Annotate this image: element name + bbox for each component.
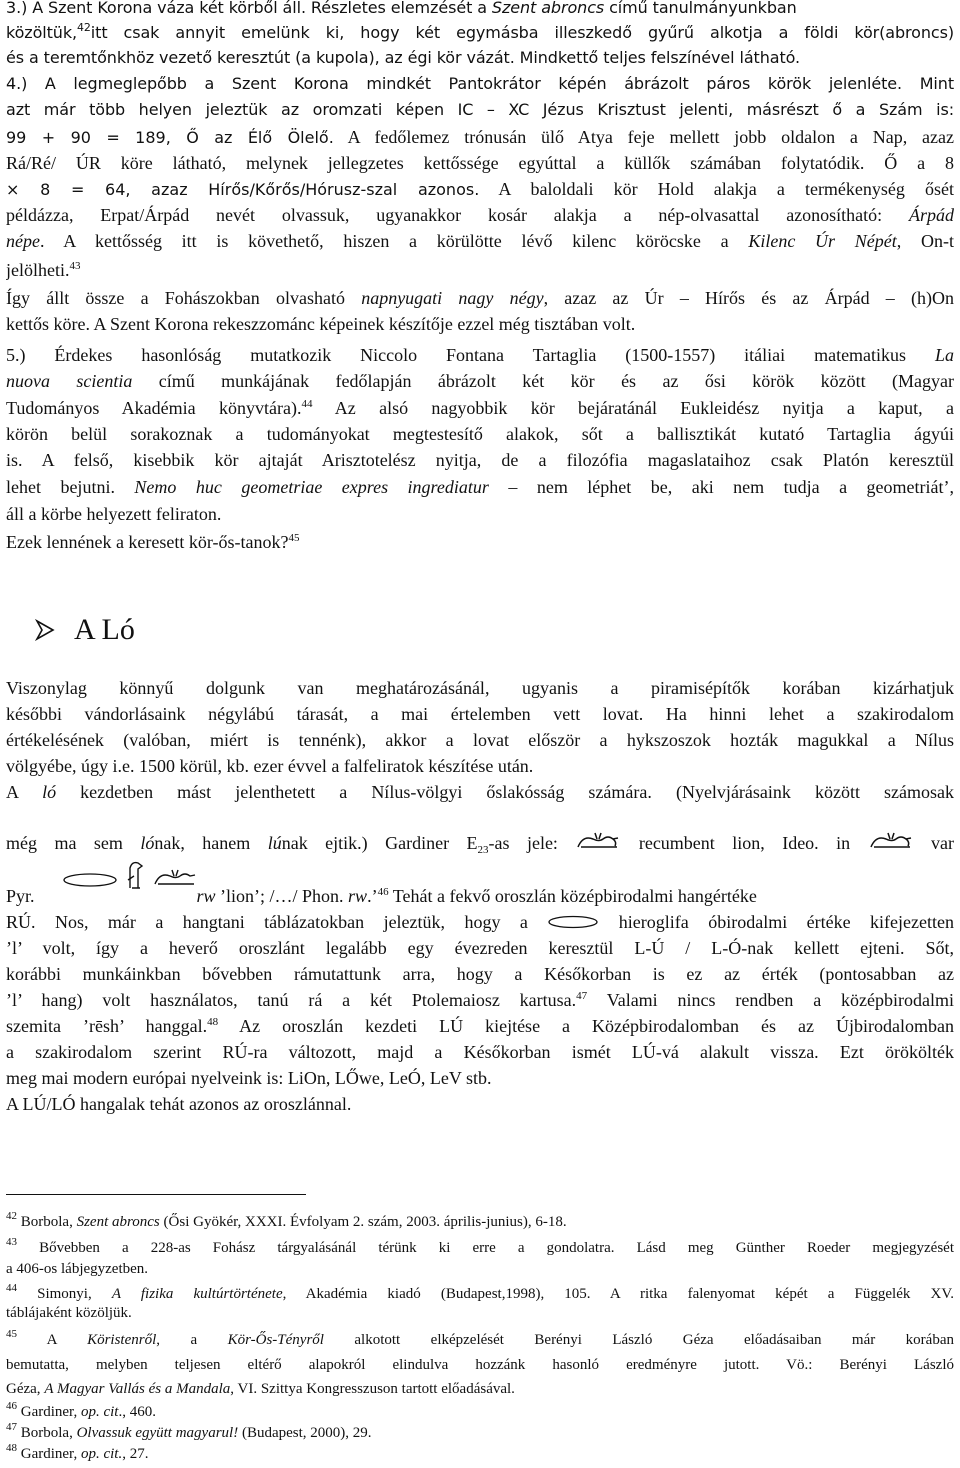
footnote-divider	[6, 1194, 306, 1195]
footnote-48: $^{48}$ Gardiner, op. cit., 27.	[6, 1444, 149, 1462]
text-line: 99 + 90 = 189, Ő az Élő Ölelő. A fedőlemez trónusán ülő Atya feje mellett jobb oldalon a Nap, azaz	[6, 127, 954, 147]
footnote-ref[interactable]: 46	[377, 886, 389, 898]
text-line: még ma sem lónak, hanem lúnak ejtik.) Gardiner $E_{23}-as$ jele: recumbent lion, Ideo. in var	[6, 830, 954, 856]
mouth-hieroglyph-icon	[547, 911, 599, 935]
footnote-ref[interactable]: 48	[207, 1016, 219, 1028]
footnote-44: $^{44}$ Simonyi, A fizika kultúrtörténete, Akadémia kiadó (Budapest,1998), 105. A ritka falenyomat képét a Függelék XV.	[6, 1284, 954, 1302]
text-line: azt már több helyen jeleztük az oromzati képen IC – XC Jézus Krisztust jelenti, másrészt ő a Szám is:	[6, 100, 954, 119]
text-line: népe. A kettősség itt is követhető, hiszen a körülötte lévő kilenc köröcske a Kilenc Úr Népét, On-t	[6, 231, 954, 251]
text-line: is. A felső, kisebbik kör ajtaját Arisztotelész nyitja, de a filozófia magaslataihoz csak Platón keresztül	[6, 450, 954, 470]
footnote-ref[interactable]: 44	[301, 398, 313, 410]
text-line: közöltük,$^{42}$itt csak annyit emelünk ki, hogy két egymásba illeszkedő gyűrű alkotja a földi kör(abroncs)	[6, 21, 954, 42]
text-line: ’l’ volt, így a heverő oroszlánt legalább egy évezreden keresztül L-Ú / L-Ó-nak kellett ejteni. Sőt,	[6, 938, 954, 958]
lion-hieroglyph-icon	[575, 830, 621, 856]
text-line: jelölheti.$^{43}$	[6, 260, 81, 280]
footnote-45: $^{45}$ A Köristenről, a Kör-Ős-Tényről alkotott elképzelését Berényi László Géza előadásaiban már korában	[6, 1330, 954, 1348]
arrow-bullet-icon	[34, 612, 56, 634]
text-line: 3.) A Szent Korona váza két körből áll. Részletes elemzését a Szent abroncs című tanulmányunkban	[6, 0, 797, 17]
footnote-47: $^{47}$ Borbola, Olvassuk együtt magyarul! (Budapest, 2000), 29.	[6, 1423, 372, 1441]
footnote-45-cont: bemutatta, melyben teljesen eltérő alapokról elindulva hozzánk hasonló eredményre jutott. Vö.: Berényi László	[6, 1357, 954, 1373]
text-line: áll a körbe helyezett feliraton.	[6, 504, 222, 524]
text-line: Tudományos Akadémia könyvtára).$^{44}$ Az alsó nagyobbik kör bejáratánál Eukleidész nyitja a kaput, a	[6, 398, 954, 418]
footnote-43-cont: a 406-os lábjegyzetben.	[6, 1261, 149, 1277]
footnote-43: $^{43}$ Bővebben a 228-as Fohász tárgyalásánál térünk ki erre a gondolatra. Lásd meg Günther Roeder megjegyzését	[6, 1238, 954, 1256]
footnote-ref[interactable]: 43	[69, 260, 81, 272]
text-line: és a teremtőnkhöz vezető keresztút (a kupola), az égi kör vázát. Mindkettő teljes felszínével látható.	[6, 48, 801, 67]
text-line: 5.) Érdekes hasonlóság mutatkozik Niccolo Fontana Tartaglia (1500-1557) itáliai matematikus La	[6, 345, 954, 365]
text-line: Rá/Ré/ ÚR köre látható, melynek jellegzetes kettőssége egyúttal a küllők számában folytatódik. Ő a 8	[6, 153, 954, 173]
text-line: nuova scientia című munkájának fedőlapján ábrázolt két kör és az ősi körök között (Magyar	[6, 371, 954, 391]
text-line: szemita ’rēsh’ hanggal.$^{48}$ Az oroszlán kezdeti LÚ kiejtése a Középbirodalomban és az Újbirodalomban	[6, 1016, 954, 1036]
text-line: Ezek lennének a keresett kör-ős-tanok?$^{45}$	[6, 532, 300, 552]
text-line: völgyébe, úgy i.e. 1500 körül, kb. ezer évvel a falfeliratok készítése után.	[6, 756, 534, 776]
text-line: meg mai modern európai nyelveink is: LiOn, LŐwe, LeÓ, LeV stb.	[6, 1068, 492, 1088]
text-line: példázza, Erpat/Árpád nevét olvassuk, ugyanakkor kosár alakja a nép-olvasattal azonosítható: Árpád	[6, 205, 954, 225]
text-line: értékelésének (valóban, miért is tennénk), akkor a lovat először a hykszoszok hozták magukkal a Nílus	[6, 730, 954, 750]
footnote-44-cont: táblájaként közöljük.	[6, 1305, 132, 1321]
text-line: A ló kezdetben mást jelenthetett a Nílus-völgyi őslakósság számára. (Nyelvjárásaink között számosak	[6, 782, 954, 802]
text-line: lehet bejutni. Nemo huc geometriae expres ingrediatur – nem léphet be, aki nem tudja a geometriát’,	[6, 477, 954, 497]
section-heading	[34, 610, 135, 650]
text-line: kettős köre. A Szent Korona rekeszzománc képeinek készítője ezzel még tisztában volt.	[6, 314, 636, 334]
footnote-ref[interactable]: 42	[76, 21, 91, 34]
text-line: Pyr. rw ’lion’; /…/ Phon. rw.’$^{46}$ Tehát a fekvő oroszlán középbirodalmi hangértéke	[6, 886, 757, 906]
text-line: a szakirodalom szerint RÚ-ra változott, majd a Későkorban ismét LÚ-vá alakult vissza. Ezt örökölték	[6, 1042, 954, 1062]
text-line: 4.) A legmeglepőbb a Szent Korona mindkét Pantokrátor képén ábrázolt páros körök jelenléte. Mint	[6, 74, 954, 93]
text-line: korábbi munkáinkban bővebben rámutattunk arra, hogy a Későkorban is ez az érték (pontosabban az	[6, 964, 954, 984]
text-line: körön belül sorakoznak a tudományokat megtestesítő alakok, sőt a ballisztikát kutató Tartaglia ágyúi	[6, 424, 954, 444]
text-line: RÚ. Nos, már a hangtani táblázatokban jeleztük, hogy a hieroglifa óbirodalmi értéke kifejezetten	[6, 909, 954, 935]
text-line: ’l’ hang) volt használatos, tanú rá a két Ptolemaiosz kartusa.$^{47}$ Valami nincs rendben a középbirodalmi	[6, 990, 954, 1010]
text-line: A LÚ/LÓ hangalak tehát azonos az oroszlánnal.	[6, 1094, 352, 1114]
footnote-ref[interactable]: 47	[576, 990, 588, 1002]
footnote-42: $^{42}$ Borbola, Szent abroncs (Ősi Gyökér, XXXI. Évfolyam 2. szám, 2003. április-junius), 6-18.	[6, 1212, 567, 1230]
text-line: Viszonylag könnyű dolgunk van meghatározásánál, ugyanis a piramisépítők korában kizárhatjuk	[6, 678, 954, 698]
text-line: Így állt össze a Fohászokban olvasható napnyugati nagy négy, azaz az Úr – Hírős és az Árpád – (h)On	[6, 288, 954, 308]
lion-hieroglyph-icon	[868, 830, 914, 856]
text-line: × 8 = 64, azaz Hírős/Kőrős/Hórusz-szal azonos. A baloldali kör Hold alakja a termékenység ősét	[6, 179, 954, 199]
footnote-45-cont: Géza, A Magyar Vallás és a Mandala, VI. Szittya Kongresszuson tartott előadásával.	[6, 1381, 515, 1397]
footnote-ref[interactable]: 45	[288, 532, 300, 544]
footnote-46: $^{46}$ Gardiner, op. cit., 460.	[6, 1402, 156, 1420]
heading-text: A Ló	[74, 613, 135, 646]
text-line: későbbi vándorlásaink négylábú tárasát, a mai értelemben vett lovat. Ha hinni lehet a szakirodalom	[6, 704, 954, 724]
